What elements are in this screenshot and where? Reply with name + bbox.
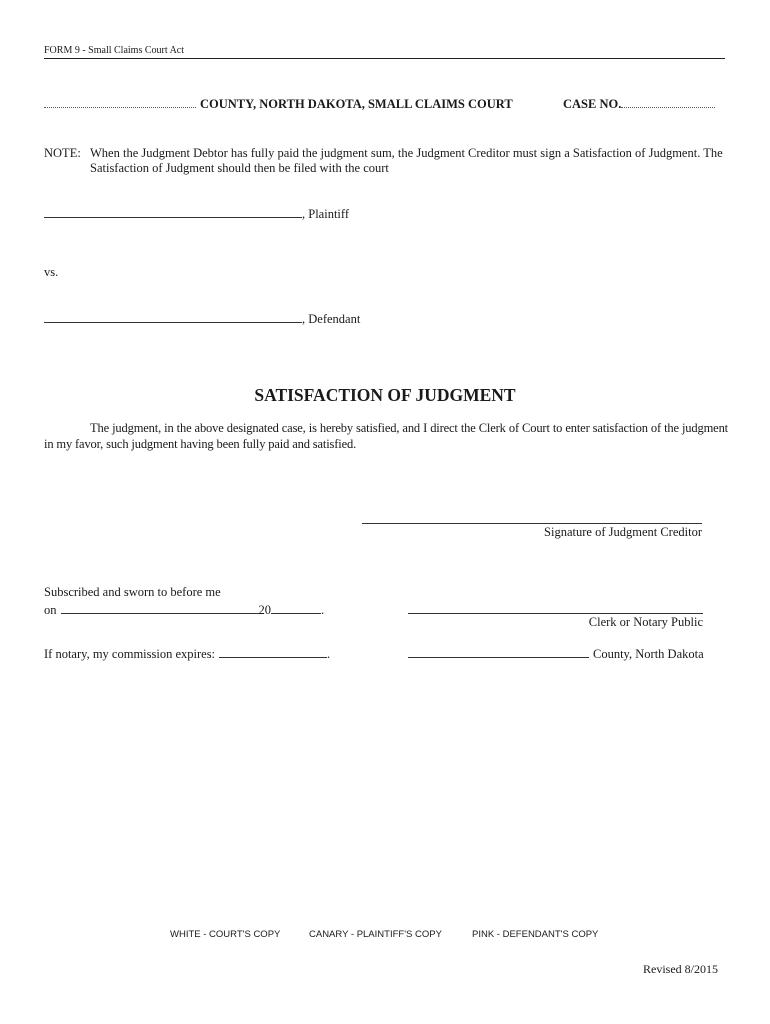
creditor-signature-line[interactable] — [362, 523, 702, 524]
body-paragraph: The judgment, in the above designated case, is hereby satisfied, and I direct the Clerk of Court to enter satisfaction of the judgment in my favor, such judgment having been fully paid and satisfied. — [44, 421, 728, 451]
plaintiff-line — [44, 205, 349, 222]
clerk-label: Clerk or Notary Public — [588, 615, 703, 629]
county-name-field[interactable] — [44, 107, 196, 108]
creditor-signature-label: Signature of Judgment Creditor — [544, 525, 702, 539]
defendant-name-field[interactable] — [44, 310, 302, 323]
clerk-signature-line[interactable] — [408, 613, 703, 614]
case-number-field[interactable] — [621, 107, 715, 108]
versus-label: vs. — [44, 265, 59, 279]
copy-court: WHITE - COURT'S COPY — [170, 929, 281, 940]
year-field[interactable] — [271, 601, 321, 614]
court-line — [44, 97, 513, 112]
revised-date: Revised 8/2015 — [643, 962, 718, 976]
commission-label: If notary, my commission expires: — [44, 647, 216, 661]
plaintiff-name-field[interactable] — [44, 205, 302, 218]
defendant-label: , Defendant — [302, 312, 361, 326]
case-number — [563, 97, 715, 112]
sworn-label: Subscribed and sworn to before me — [44, 585, 221, 599]
document-title: SATISFACTION OF JUDGMENT — [254, 385, 516, 405]
note-label: NOTE: — [44, 146, 81, 160]
case-no-label: CASE NO. — [563, 97, 622, 111]
date-period: . — [321, 603, 325, 617]
commission-period: . — [327, 647, 331, 661]
plaintiff-label: , Plaintiff — [302, 207, 349, 221]
defendant-line — [44, 310, 360, 327]
commission-line — [44, 645, 330, 662]
copy-plaintiff: CANARY - PLAINTIFF'S COPY — [309, 929, 442, 940]
commission-expiry-field[interactable] — [219, 645, 327, 658]
county-field[interactable] — [408, 645, 589, 658]
year-prefix: 20 — [258, 603, 271, 617]
date-line — [44, 601, 324, 618]
court-title: COUNTY, NORTH DAKOTA, SMALL CLAIMS COURT — [200, 97, 513, 111]
date-field[interactable] — [61, 601, 259, 614]
form-label: FORM 9 - Small Claims Court Act — [44, 45, 185, 56]
header-rule — [44, 58, 725, 59]
county-label: County, North Dakota — [593, 647, 704, 661]
copy-defendant: PINK - DEFENDANT'S COPY — [472, 929, 599, 940]
on-label: on — [44, 603, 57, 617]
county-line — [408, 645, 704, 662]
note-text: When the Judgment Debtor has fully paid the judgment sum, the Judgment Creditor must sign a Satisfaction of Judgment. The Satisfaction of Judgment should then be filed with the court — [90, 146, 723, 175]
